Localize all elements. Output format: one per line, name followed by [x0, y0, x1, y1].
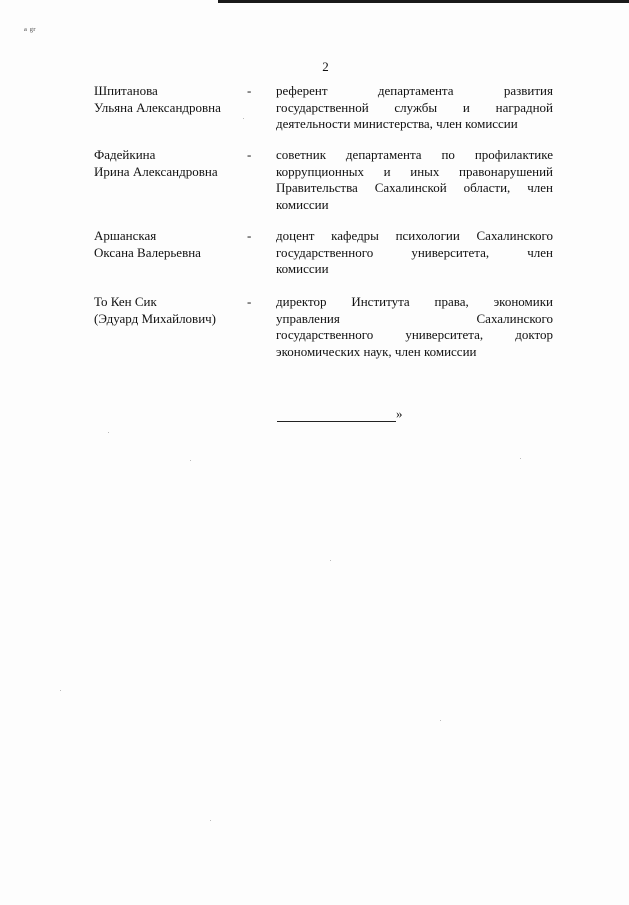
scan-speck	[243, 118, 244, 119]
member-name	[94, 83, 244, 116]
member-surname: То Кен Сик	[94, 294, 157, 309]
description-line: директор Института права, экономики	[276, 294, 553, 309]
member-given-name: (Эдуард Михайлович)	[94, 310, 217, 326]
description-line: референт департамента развития	[276, 83, 553, 98]
description-line: Правительства Сахалинской области, член	[276, 180, 553, 195]
member-dash: -	[247, 228, 252, 243]
member-surname: Фадейкина	[94, 147, 156, 162]
scan-speck	[440, 720, 441, 721]
member-given-name: Оксана Валерьевна	[94, 244, 201, 260]
member-name	[94, 228, 244, 261]
scan-mark: ᵃ ᵍʳ	[24, 25, 36, 37]
scan-speck	[108, 432, 109, 433]
description-line: советник департамента по профилактике	[276, 147, 553, 162]
member-description	[276, 147, 553, 213]
description-line: управления Сахалинского	[276, 310, 553, 326]
description-line: государственного университета, доктор	[276, 327, 553, 342]
description-line: коррупционных и иных правонарушений	[276, 163, 553, 179]
closing-quote-mark: »	[396, 406, 403, 421]
member-surname: Шпитанова	[94, 83, 158, 98]
member-description	[276, 83, 553, 133]
description-line: экономических наук, член комиссии	[276, 343, 477, 359]
scan-speck	[190, 460, 191, 461]
description-line: государственной службы и наградной	[276, 99, 553, 115]
member-name	[94, 147, 244, 180]
member-description	[276, 228, 553, 278]
description-line: доцент кафедры психологии Сахалинского	[276, 228, 553, 243]
member-dash: -	[247, 294, 252, 309]
member-given-name: Ульяна Александровна	[94, 99, 221, 115]
member-description	[276, 294, 553, 360]
member-dash: -	[247, 147, 252, 162]
member-dash: -	[247, 83, 252, 98]
member-surname: Аршанская	[94, 228, 157, 243]
closing-signature-line	[277, 406, 403, 422]
scan-speck	[330, 560, 331, 561]
closing-underline	[277, 407, 396, 422]
description-line: деятельности министерства, член комиссии	[276, 116, 518, 131]
description-line: комиссии	[276, 196, 329, 212]
description-line: государственного университета, член	[276, 244, 553, 260]
member-name	[94, 294, 244, 327]
member-given-name: Ирина Александровна	[94, 163, 218, 179]
description-line: комиссии	[276, 261, 329, 276]
scan-speck	[520, 458, 521, 459]
page-number: 2	[322, 59, 329, 74]
top-edge-rule	[218, 0, 629, 3]
scan-speck	[60, 690, 61, 691]
scan-speck	[210, 820, 211, 821]
